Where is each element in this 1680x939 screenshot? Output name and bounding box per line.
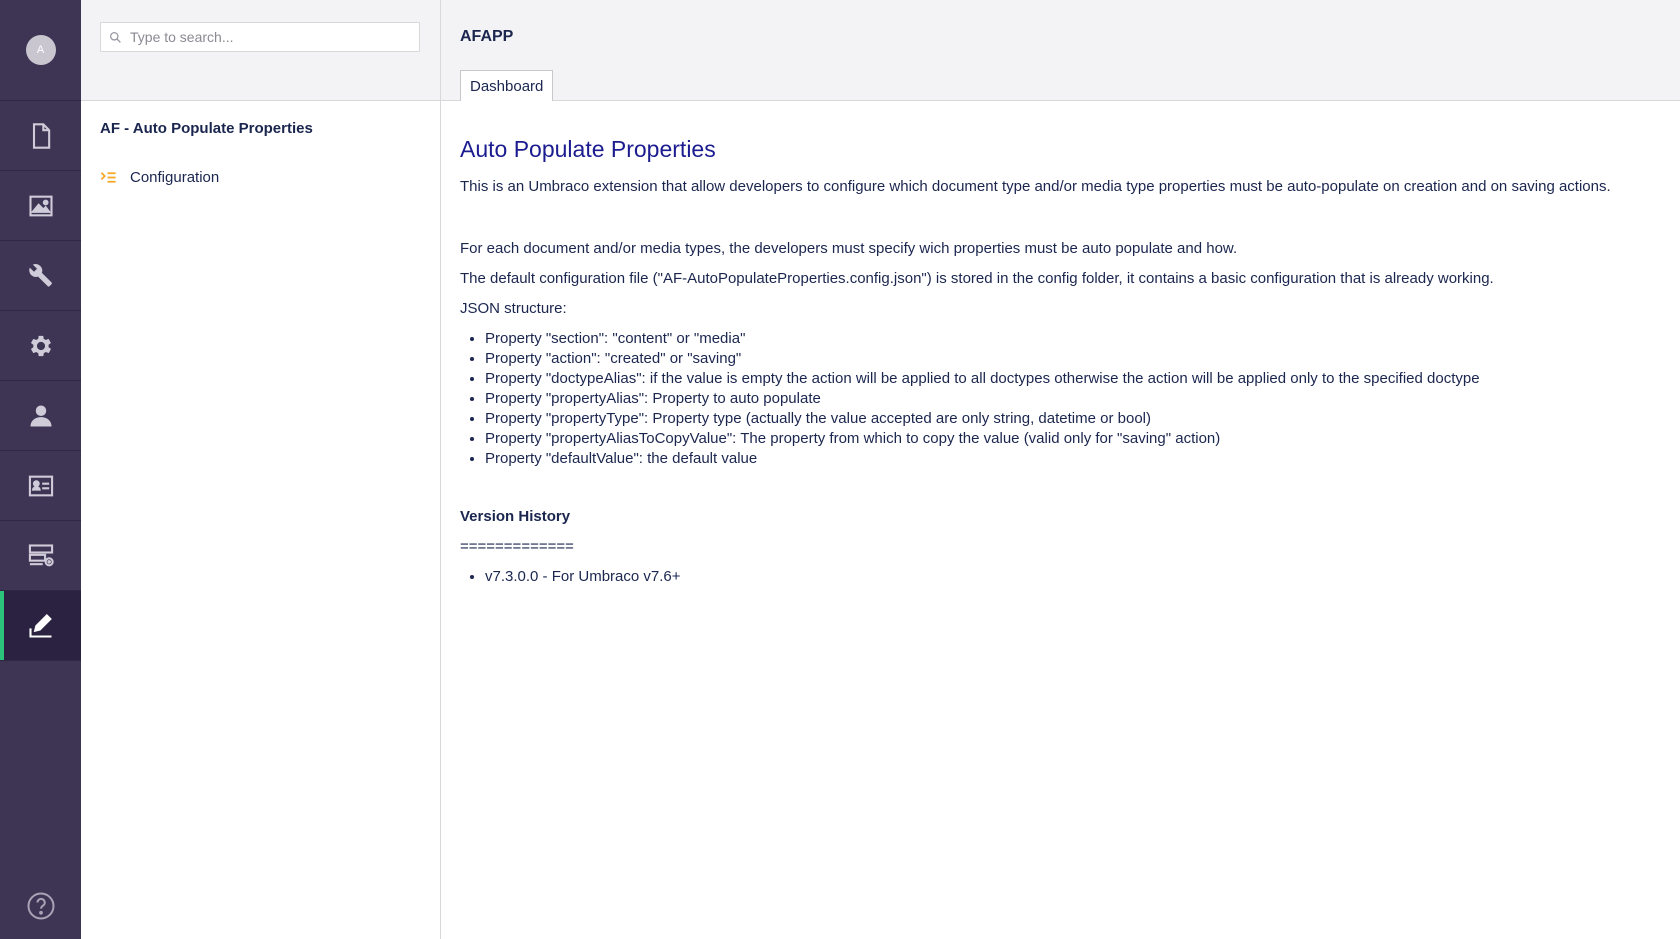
search-icon: [109, 31, 122, 44]
user-avatar[interactable]: A: [26, 35, 56, 65]
spacer: [460, 479, 1660, 507]
list-item: • Property "propertyAlias": Property to auto populate: [485, 389, 1660, 409]
spacer: [460, 207, 1660, 239]
section-content[interactable]: [0, 101, 81, 171]
dashboard-content: [460, 135, 1660, 597]
section-sidebar: [0, 0, 82, 939]
list-icon: [100, 169, 117, 186]
id-card-icon: [27, 472, 55, 500]
avatar-container: [0, 0, 81, 101]
page-title: AFAPP: [460, 28, 514, 45]
paragraph-1: For each document and/or media types, the developers must specify wich properties must be auto populate and how.: [460, 240, 1238, 257]
help-button[interactable]: [0, 891, 81, 921]
list-item: • Property "propertyAliasToCopyValue": The property from which to copy the value (valid only for "saving" action): [485, 429, 1660, 449]
version-history-rule: =============: [460, 538, 574, 555]
tree-header: [81, 0, 440, 101]
list-item: • v7.3.0.0 - For Umbraco v7.6+: [485, 567, 1660, 587]
section-media[interactable]: [0, 171, 81, 241]
list-item: • Property "action": "created" or "saving": [485, 349, 1660, 369]
properties-list: [460, 329, 1660, 469]
edit-icon: [27, 612, 55, 640]
main-header: [441, 0, 1680, 101]
list-item: • Property "defaultValue": the default value: [485, 449, 1660, 469]
paragraph-2: The default configuration file ("AF-AutoPopulateProperties.config.json") is stored in the config folder, it contains a basic configuration that is already working.: [460, 270, 1494, 287]
version-history-title: Version History: [460, 508, 571, 525]
section-members[interactable]: [0, 451, 81, 521]
forms-icon: [27, 542, 55, 570]
tab-dashboard[interactable]: Dashboard: [460, 70, 553, 101]
list-item: • Property "section": "content" or "media": [485, 329, 1660, 349]
gear-icon: [27, 332, 55, 360]
search-box[interactable]: [100, 22, 420, 52]
tree-item-label: Configuration: [130, 168, 220, 186]
image-icon: [27, 192, 55, 220]
intro-text: This is an Umbraco extension that allow developers to configure which document type and/or media type properties must be auto-populate on creation and on saving actions.: [460, 178, 1611, 195]
tree-item-configuration[interactable]: [100, 166, 219, 188]
document-icon: [27, 122, 55, 150]
versions-list: [460, 567, 1660, 587]
section-users[interactable]: [0, 381, 81, 451]
list-item: • Property "doctypeAlias": if the value is empty the action will be applied to all doctypes otherwise the action will be applied only to the specified doctype: [485, 369, 1660, 389]
section-afapp[interactable]: [0, 591, 81, 661]
main-panel: [441, 0, 1680, 939]
section-developer[interactable]: [0, 311, 81, 381]
wrench-icon: [27, 262, 55, 290]
user-icon: [27, 402, 55, 430]
section-settings[interactable]: [0, 241, 81, 311]
json-heading: JSON structure:: [460, 300, 567, 317]
search-input[interactable]: [128, 28, 412, 46]
section-forms[interactable]: [0, 521, 81, 591]
list-item: • Property "propertyType": Property type (actually the value accepted are only string, datetime or bool): [485, 409, 1660, 429]
dashboard-title: Auto Populate Properties: [460, 136, 716, 162]
tree-root-label: AF - Auto Populate Properties: [100, 120, 313, 137]
help-icon: [26, 891, 56, 921]
tree-panel: [81, 0, 441, 939]
